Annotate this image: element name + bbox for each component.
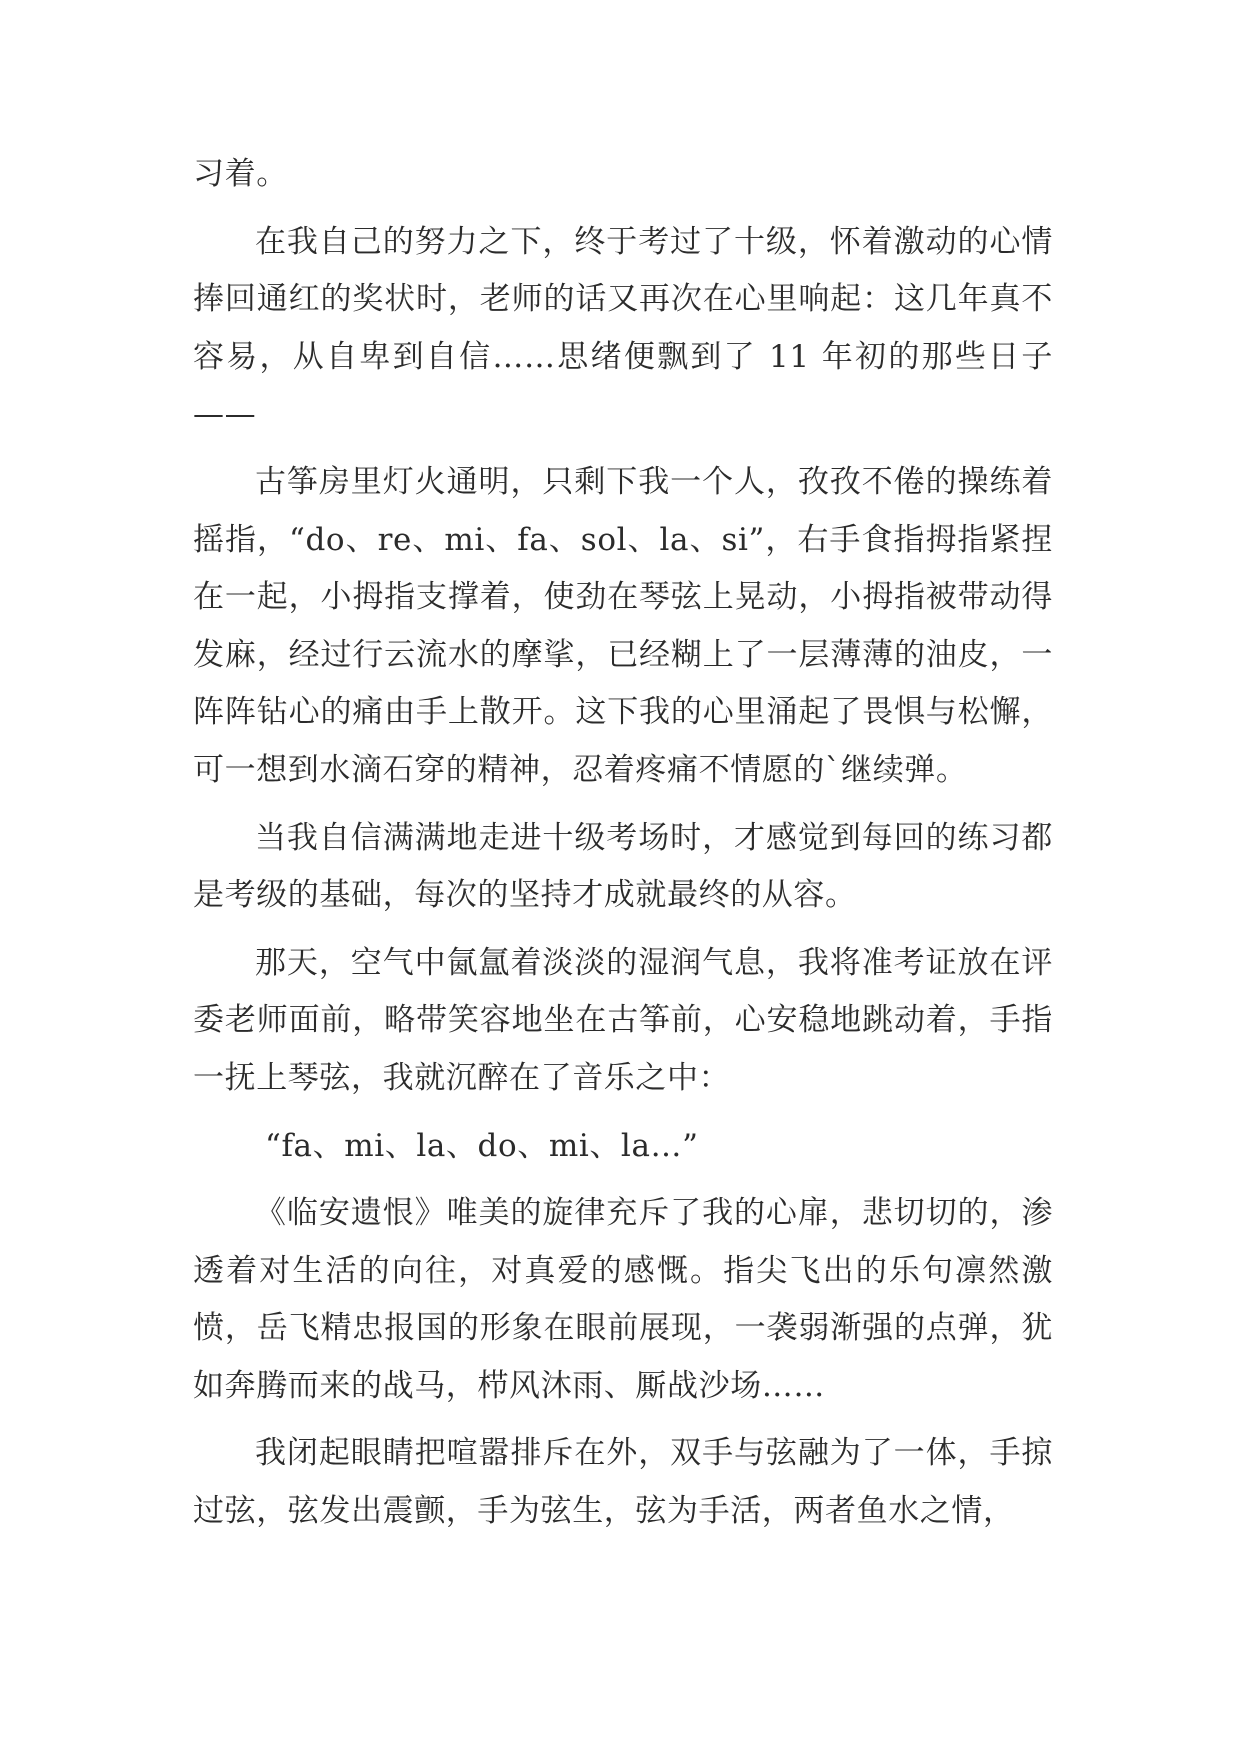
paragraph-7: 《临安遗恨》唯美的旋律充斥了我的心扉，悲切切的，渗透着对生活的向往，对真爱的感慨。指尖飞出的乐句凛然激愤，岳飞精忠报国的形象在眼前展现，一袭弱渐强的点弹，犹如奔腾而来的战马，栉风沐雨、厮战沙场…… xyxy=(193,1195,1053,1404)
paragraph-1: 习着。 xyxy=(193,156,288,192)
paragraph-6-quote: “fa、mi、la、do、mi、la…” xyxy=(265,1127,699,1164)
document-body xyxy=(193,146,1053,1551)
paragraph-8: 我闭起眼睛把喧嚣排斥在外，双手与弦融为了一体，手掠过弦，弦发出震颤，手为弦生，弦为手活，两者鱼水之情， xyxy=(193,1435,1053,1530)
paragraph-2: 在我自己的努力之下，终于考过了十级，怀着激动的心情捧回通红的奖状时，老师的话又再次在心里响起：这几年真不容易，从自卑到自信……思绪便飘到了 11 年初的那些日子—— xyxy=(193,223,1053,433)
paragraph-4: 当我自信满满地走进十级考场时，才感觉到每回的练习都是考级的基础，每次的坚持才成就最终的从容。 xyxy=(193,819,1053,914)
paragraph-5: 那天，空气中氤氲着淡淡的湿润气息，我将准考证放在评委老师面前，略带笑容地坐在古筝前，心安稳地跳动着，手指一抚上琴弦，我就沉醉在了音乐之中： xyxy=(193,944,1053,1096)
paragraph-3: 古筝房里灯火通明，只剩下我一个人，孜孜不倦的操练着摇指，“do、re、mi、fa、sol、la、si”，右手食指拇指紧捏在一起，小拇指支撑着，使劲在琴弦上晃动，小拇指被带动得发麻，经过行云流水的摩挲，已经糊上了一层薄薄的油皮，一阵阵钻心的痛由手上散开。这下我的心里涌起了畏惧与松懈，可一想到水滴石穿的精神，忍着疼痛不情愿的`继续弹。 xyxy=(193,463,1053,788)
